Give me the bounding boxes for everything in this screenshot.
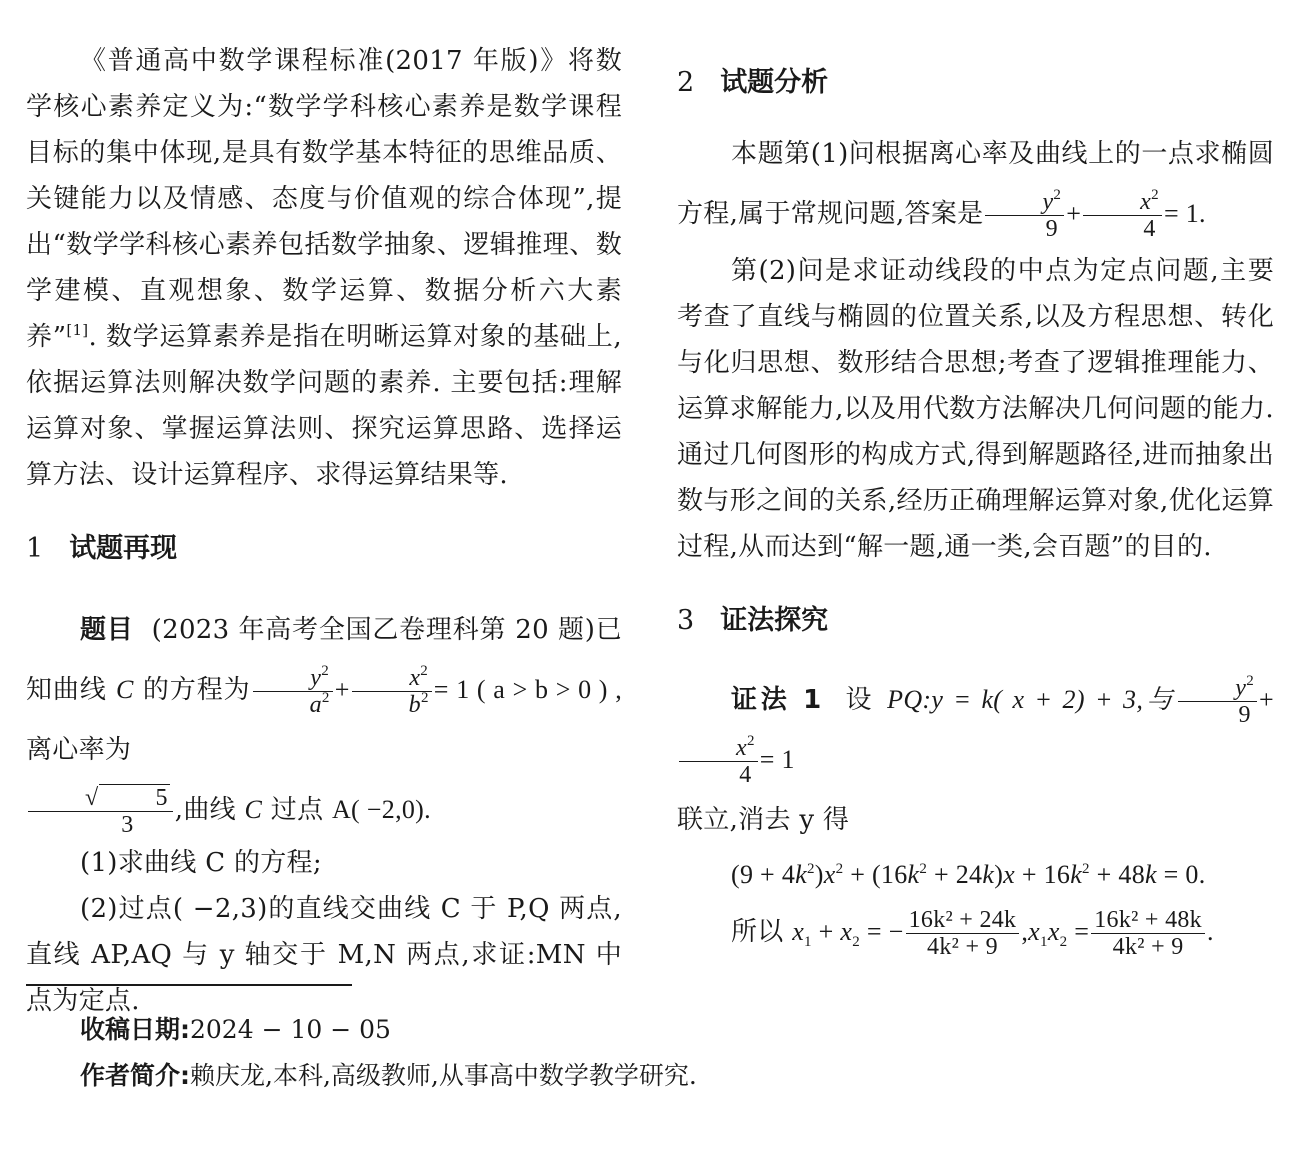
fraction-y2-a2: $\frac{y^2}{a^2}$ — [253, 665, 333, 718]
vieta-equations: 所以 $x_1 + x_2$ = − $\frac{\text{16k² + 24k}}{\text{4k² + 9}}$ $,x_1x_2$ = $\frac{\text{16k² + 48k}}{\text{4k² + 9}}$ . — [731, 906, 1214, 960]
fraction-sum: $\frac{\text{16k² + 24k}}{\text{4k² + 9}}$ — [906, 907, 1020, 960]
fraction-y2-9: $\frac{y^2}{9}$ — [985, 189, 1064, 242]
fraction-y2-9-b: $\frac{y^2}{9}$ — [1178, 675, 1257, 728]
eccentricity-fraction: $\frac{√ 5}{3}$ — [28, 784, 173, 838]
analysis-paragraph-2: 第(2)问是求证动线段的中点为定点问题,主要考查了直线与椭圆的位置关系,以及方程思想、转化与化归思想、数形结合思想;考查了逻辑推理能力、运算求解能力,以及用代数方法解决几何问题的能力. 通过几何图形的构成方式,得到解题路径,进而抽象出数与形之间的关系,经历正确理解运算对象,优化运算过程,从而达到“解一题,通一类,会百题”的目的. — [677, 256, 1274, 562]
fraction-x2-4-b: $\frac{x^2}{4}$ — [679, 735, 758, 788]
problem-label: 题目 — [80, 615, 134, 645]
section-3-heading: 3 证法探究 — [677, 605, 829, 636]
question-1: (1)求曲线 C 的方程; — [80, 848, 322, 878]
left-column — [26, 0, 622, 1024]
section-1-heading: 1 试题再现 — [26, 533, 178, 564]
fraction-x2-b2: $\frac{x^2}{b^2}$ — [352, 665, 432, 718]
section-2-heading: 2 试题分析 — [677, 67, 829, 98]
fraction-x2-4: $\frac{x^2}{4}$ — [1083, 189, 1162, 242]
right-column — [677, 0, 1274, 962]
citation-ref: [1] — [66, 321, 89, 339]
question-2: (2)过点( −2,3)的直线交曲线 C 于 P,Q 两点,直线 AP,AQ 与 y 轴交于 M,N 两点,求证:MN 中点为定点. — [26, 894, 622, 1016]
problem-paragraph: 题目 (2023 年高考全国乙卷理科第 20 题)已知曲线 C 的方程为 $\frac{y^2}{a^2}$ + $\frac{x^2}{b^2}$ = 1 ( a > b > 0 ) ,离心率为 $\frac{√ 5}{3}$ ,曲线 C 过点 A( −2,0). — [26, 615, 623, 838]
proof-label: 证法 1 — [731, 685, 822, 715]
footnote-rule — [26, 984, 352, 986]
analysis-paragraph-1: 本题第(1)问根据离心率及曲线上的一点求椭圆方程,属于常规问题,答案是 $\frac{y^2}{9}$ + $\frac{x^2}{4}$ = 1. — [677, 139, 1274, 242]
author-bio: 作者简介:赖庆龙,本科,高级教师,从事高中数学教学研究. — [80, 1061, 697, 1090]
fraction-product: $\frac{\text{16k² + 48k}}{\text{4k² + 9}}$ — [1091, 907, 1205, 960]
proof-paragraph: 证法 1 设 PQ:y = k( x + 2) + 3,与 $\frac{y^2}{9}$ + $\frac{x^2}{4}$ = 1 联立,消去 y 得 — [677, 672, 1274, 835]
quadratic-equation: $(9 + 4k^2)x^2 + (16k^2 + 24k)x + 16k^2 + 48k = 0$. — [731, 860, 1206, 889]
received-date: 收稿日期:2024 − 10 − 05 — [80, 1015, 391, 1044]
intro-paragraph: 《普通高中数学课程标准(2017 年版)》将数学核心素养定义为:“数学学科核心素养是数学课程目标的集中体现,是具有数学基本特征的思维品质、关键能力以及情感、态度与价值观的综合体现”,提出“数学学科核心素养包括数学抽象、逻辑推理、数学建模、直观想象、数学运算、数据分析六大素养”[1]. 数学运算素养是指在明晰运算对象的基础上,依据运算法则解决数学问题的素养. 主要包括:理解运算对象、掌握运算法则、探究运算思路、选择运算方法、设计运算程序、求得运算结果等. — [26, 46, 622, 490]
